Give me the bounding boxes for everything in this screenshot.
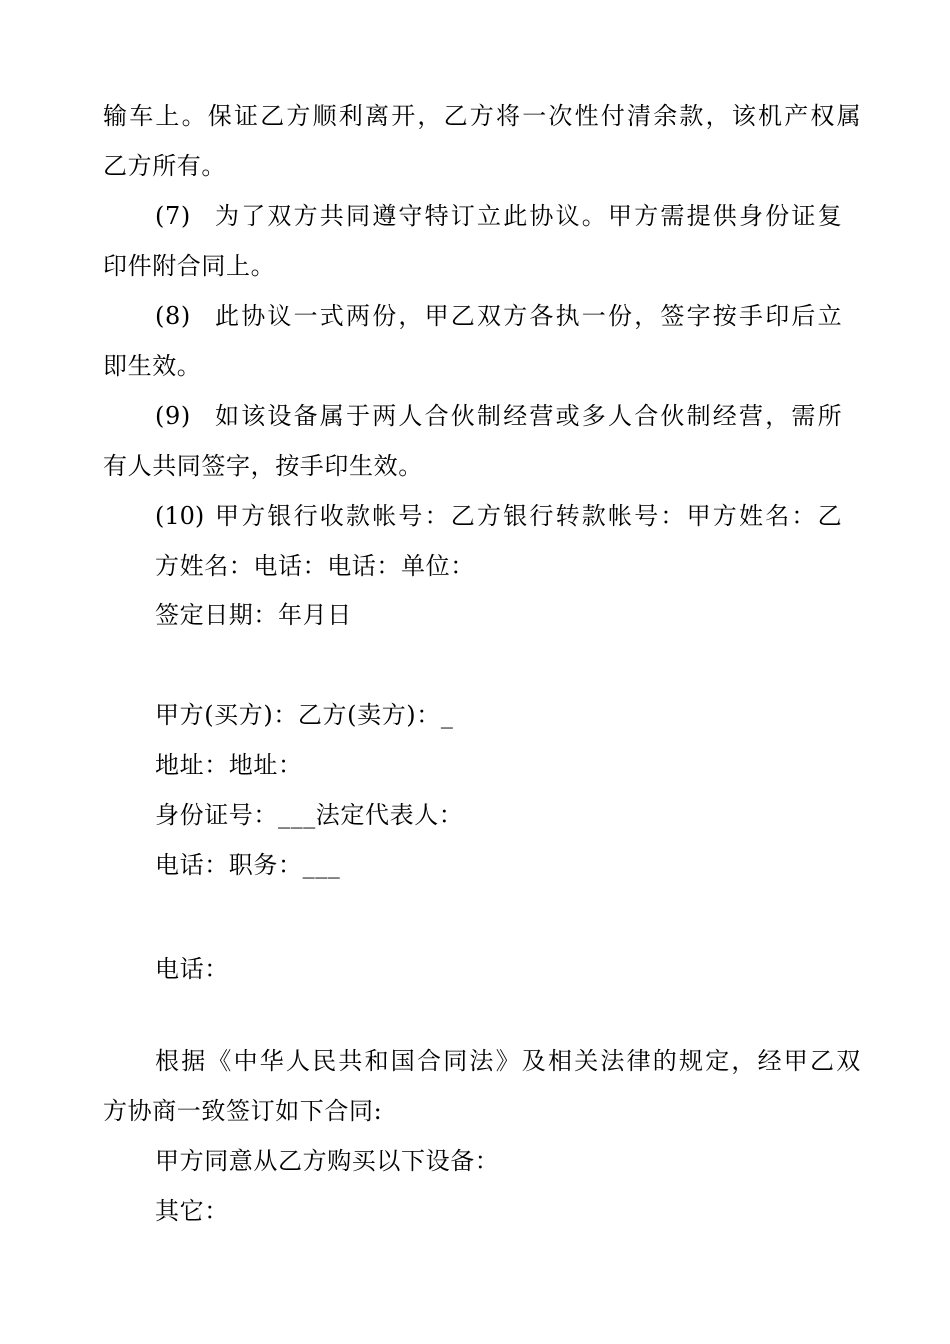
numbered-item-9 bbox=[155, 401, 844, 431]
party-names: 甲方(买方)：乙方(卖方)：_ bbox=[155, 701, 454, 729]
paragraph-line: 有人共同签字，按手印生效。 bbox=[103, 452, 423, 480]
item-text: 此协议一式两份，甲乙双方各执一份，签字按手印后立 bbox=[215, 302, 844, 330]
id-and-representative: 身份证号：___法定代表人： bbox=[155, 801, 464, 829]
paragraph-line: 方协商一致签订如下合同: bbox=[103, 1097, 383, 1125]
numbered-item-7 bbox=[155, 201, 844, 231]
paragraph-line: 输车上。保证乙方顺利离开，乙方将一次性付清余款，该机产权属 bbox=[103, 102, 863, 130]
item-text: 如该设备属于两人合伙制经营或多人合伙制经营，需所 bbox=[215, 402, 844, 430]
paragraph-line: 方姓名：电话：电话：单位： bbox=[155, 552, 475, 580]
party-addresses: 地址：地址： bbox=[155, 751, 303, 779]
paragraph-line: 印件附合同上。 bbox=[103, 252, 276, 280]
paragraph-line: 根据《中华人民共和国合同法》及相关法律的规定，经甲乙双 bbox=[155, 1047, 863, 1075]
item-number: (7) bbox=[155, 202, 191, 230]
item-text: 甲方银行收款帐号：乙方银行转款帐号：甲方姓名：乙 bbox=[215, 502, 844, 530]
item-number: (8) bbox=[155, 302, 191, 330]
paragraph-line: 其它： bbox=[155, 1197, 229, 1225]
item-number: (9) bbox=[155, 402, 191, 430]
signing-date: 签定日期：年月日 bbox=[155, 601, 352, 629]
numbered-item-8 bbox=[155, 301, 844, 331]
phone-and-position: 电话：职务：___ bbox=[155, 851, 341, 879]
item-number: (10) bbox=[155, 502, 205, 530]
paragraph-line: 甲方同意从乙方购买以下设备： bbox=[155, 1147, 500, 1175]
paragraph-line: 乙方所有。 bbox=[103, 152, 226, 180]
phone-line: 电话： bbox=[155, 955, 229, 983]
paragraph-line: 即生效。 bbox=[103, 352, 202, 380]
item-text: 为了双方共同遵守特订立此协议。甲方需提供身份证复 bbox=[215, 202, 844, 230]
numbered-item-10 bbox=[155, 501, 844, 531]
